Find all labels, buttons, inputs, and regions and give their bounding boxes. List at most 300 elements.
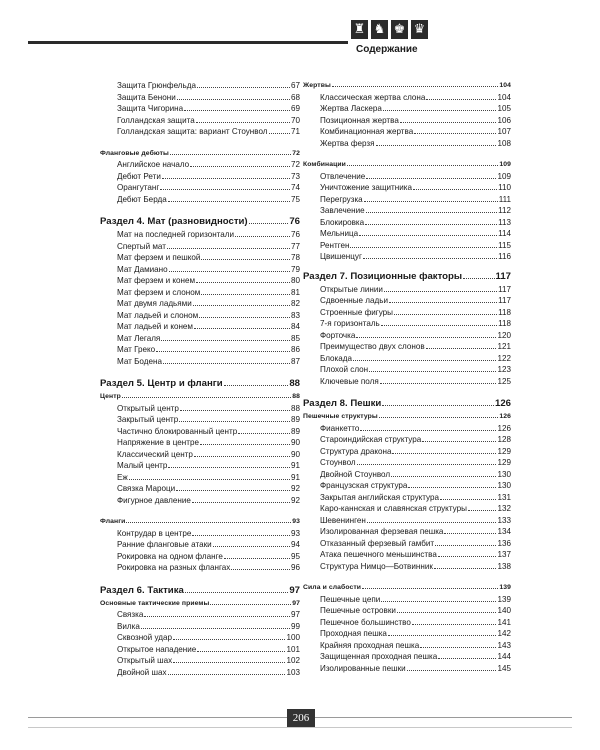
dot-leader <box>126 520 291 523</box>
dot-leader <box>426 346 497 349</box>
toc-entry[interactable] <box>303 115 511 127</box>
toc-right-column <box>303 80 511 674</box>
dot-leader <box>438 656 496 659</box>
toc-entry-title: Мельница <box>320 229 359 238</box>
toc-entry-title: Форточка <box>320 330 356 340</box>
dot-leader <box>440 497 496 500</box>
toc-entry[interactable] <box>303 182 511 194</box>
toc-page-number: 93 <box>292 518 300 525</box>
toc-entry[interactable] <box>100 275 300 287</box>
dot-leader <box>414 131 496 134</box>
dot-leader <box>420 645 496 648</box>
toc-entry[interactable] <box>303 469 511 481</box>
dot-leader <box>185 590 288 593</box>
dot-leader <box>356 335 496 338</box>
toc-page-number: 90 <box>290 438 300 447</box>
dot-leader <box>162 176 290 179</box>
dot-leader <box>192 500 290 503</box>
toc-entry[interactable] <box>303 92 511 104</box>
dot-leader <box>412 622 497 625</box>
toc-page-number: 94 <box>290 540 300 549</box>
toc-entry[interactable] <box>303 594 511 606</box>
toc-entry-title: Закрытая английская структура <box>320 492 440 502</box>
toc-entry-title: Открытый центр <box>117 403 179 413</box>
toc-entry-title: Каро-каннская и славянская структуры <box>320 504 467 513</box>
toc-entry-title: Дебют Берда <box>117 194 167 204</box>
toc-entry[interactable] <box>100 403 300 415</box>
toc-entry-title: Проходная пешка <box>320 629 387 638</box>
toc-entry-title: Фигурное давление <box>117 495 191 505</box>
toc-page-number: 106 <box>497 115 511 125</box>
toc-page-number: 100 <box>286 633 300 642</box>
dot-leader <box>184 108 290 111</box>
toc-entry[interactable] <box>303 376 511 388</box>
toc-page-number: 76 <box>290 230 300 239</box>
toc-subheading[interactable] <box>100 516 300 528</box>
dot-leader <box>210 602 291 605</box>
toc-page-number: 72 <box>292 149 300 157</box>
toc-page-number: 131 <box>497 492 511 502</box>
toc-page-number: 120 <box>497 330 511 340</box>
dot-leader <box>194 326 290 329</box>
toc-entry-title: Стоунвол <box>320 458 356 467</box>
toc-entry-title: Мат Греко <box>117 345 156 354</box>
toc-entry-title: Пешечные структуры <box>303 413 378 420</box>
toc-page-number: 109 <box>499 161 511 168</box>
header-rule <box>28 41 348 44</box>
toc-entry[interactable] <box>100 667 300 679</box>
toc-page-number: 102 <box>286 656 300 665</box>
toc-entry[interactable] <box>100 562 300 574</box>
toc-entry[interactable] <box>100 310 300 322</box>
toc-entry[interactable] <box>303 503 511 515</box>
dot-leader <box>389 300 497 303</box>
dot-leader <box>196 120 290 123</box>
toc-entry[interactable] <box>303 526 511 538</box>
dot-leader <box>168 465 290 468</box>
toc-entry-title: Двойной шах <box>117 667 167 677</box>
toc-entry-title: Мат двумя ладьями <box>117 299 192 308</box>
toc-section-heading[interactable] <box>100 215 300 229</box>
toc-entry-title: Фланговые дебюты <box>100 149 169 157</box>
toc-page-number: 105 <box>497 104 511 113</box>
toc-entry-title: Малый центр <box>117 461 168 470</box>
toc-entry[interactable] <box>100 426 300 438</box>
toc-entry[interactable] <box>100 264 300 276</box>
toc-entry[interactable] <box>100 344 300 356</box>
toc-entry[interactable] <box>303 538 511 550</box>
toc-entry[interactable] <box>100 621 300 633</box>
toc-entry[interactable] <box>303 103 511 115</box>
toc-entry[interactable] <box>303 194 511 206</box>
toc-entry-title: Пешечные цепи <box>320 594 381 604</box>
toc-entry-title: Мат на последней горизонтали <box>117 230 235 239</box>
toc-page-number: 81 <box>290 287 300 297</box>
toc-entry-title: Частично блокированный центр <box>117 426 238 436</box>
toc-entry-title: Орангутанг <box>117 183 160 192</box>
toc-entry[interactable] <box>303 138 511 150</box>
toc-entry-title: Сдвоенные ладьи <box>320 296 388 305</box>
running-header-title: Содержание <box>356 44 418 55</box>
toc-entry[interactable] <box>303 318 511 330</box>
toc-entry-title: Открытый шах <box>117 656 173 665</box>
toc-spacer <box>303 263 511 270</box>
toc-entry-title: Открытое нападение <box>117 644 197 654</box>
dot-leader <box>364 199 498 202</box>
dot-leader <box>163 361 290 364</box>
toc-page-number: 117 <box>498 284 511 294</box>
toc-entry[interactable] <box>303 480 511 492</box>
toc-entry-title: Дебют Рети <box>117 171 161 181</box>
dot-leader <box>196 280 290 283</box>
dot-leader <box>438 554 497 557</box>
toc-page-number: 111 <box>498 194 511 204</box>
toc-page-number: 96 <box>290 563 300 572</box>
toc-entry[interactable] <box>303 284 511 296</box>
toc-page-number: 73 <box>290 171 300 181</box>
toc-entry[interactable] <box>100 655 300 667</box>
king-icon: ♚ <box>391 20 408 39</box>
toc-entry[interactable] <box>303 295 511 307</box>
toc-entry-title: Защита Чигорина <box>117 104 184 113</box>
dot-leader <box>384 289 497 292</box>
toc-entry[interactable] <box>303 330 511 342</box>
toc-entry[interactable] <box>303 457 511 469</box>
toc-page-number: 126 <box>497 423 511 433</box>
toc-page-number: 114 <box>498 229 511 238</box>
toc-page-number: 71 <box>290 127 300 136</box>
toc-page-number: 85 <box>290 333 300 343</box>
toc-page-number: 129 <box>497 446 511 456</box>
toc-entry[interactable] <box>303 307 511 319</box>
toc-page-number: 139 <box>497 594 511 604</box>
dot-leader <box>426 97 496 100</box>
toc-entry[interactable] <box>303 353 511 365</box>
toc-entry[interactable] <box>303 240 511 252</box>
dot-leader <box>413 187 497 190</box>
toc-entry[interactable] <box>303 423 511 435</box>
toc-page-number: 140 <box>497 606 511 615</box>
toc-subheading[interactable] <box>303 80 511 92</box>
toc-entry-title: Напряжение в центре <box>117 438 199 447</box>
toc-subheading[interactable] <box>100 391 300 403</box>
dot-leader <box>224 383 289 386</box>
dot-leader <box>169 269 290 272</box>
toc-entry-title: Завлечение <box>320 206 365 215</box>
toc-entry[interactable] <box>100 460 300 472</box>
dot-leader <box>382 403 494 406</box>
toc-entry[interactable] <box>303 446 511 458</box>
toc-entry-title: Рокировка на разных флангах <box>117 563 231 572</box>
toc-page-number: 144 <box>497 652 511 661</box>
toc-page-number: 109 <box>497 171 511 181</box>
toc-entry-title: Защита Бенони <box>117 92 176 102</box>
toc-entry[interactable] <box>303 205 511 217</box>
dot-leader <box>179 419 290 422</box>
toc-page-number: 134 <box>497 527 511 536</box>
dot-leader <box>177 97 290 100</box>
toc-subheading[interactable] <box>100 148 300 160</box>
toc-entry[interactable] <box>100 356 300 368</box>
toc-entry[interactable] <box>100 333 300 345</box>
toc-entry[interactable] <box>100 472 300 484</box>
toc-entry[interactable] <box>100 252 300 264</box>
toc-entry-title: Голландская защита <box>117 115 195 125</box>
toc-entry[interactable] <box>303 364 511 376</box>
toc-left-column <box>100 80 300 678</box>
toc-page-number: 88 <box>289 378 300 389</box>
toc-entry-title: Мат Бодена <box>117 356 162 366</box>
toc-entry-title: Пешечные островки <box>320 606 396 615</box>
toc-entry-title: Отказанный ферзевый гамбит <box>320 538 435 548</box>
dot-leader <box>347 163 498 166</box>
toc-entry-title: Английское начало <box>117 160 190 169</box>
toc-entry[interactable] <box>100 92 300 104</box>
toc-page-number: 123 <box>497 365 511 374</box>
toc-entry-title: Раздел 4. Мат (разновидности) <box>100 216 248 227</box>
toc-page-number: 79 <box>290 264 300 274</box>
toc-page-number: 112 <box>498 206 511 215</box>
dot-leader <box>362 586 498 589</box>
toc-entry[interactable] <box>100 126 300 138</box>
toc-entry-title: Комбинации <box>303 161 346 168</box>
toc-entry[interactable] <box>303 228 511 240</box>
toc-page-number: 97 <box>289 584 300 596</box>
toc-entry[interactable] <box>100 449 300 461</box>
toc-section-heading[interactable] <box>303 270 511 284</box>
toc-page-number: 78 <box>290 253 300 262</box>
toc-entry[interactable] <box>100 159 300 171</box>
chess-pieces-header <box>351 20 428 39</box>
toc-entry[interactable] <box>100 287 300 299</box>
queen-icon: ♛ <box>411 20 428 39</box>
toc-entry-title: Открытые линии <box>320 284 383 294</box>
toc-entry[interactable] <box>303 617 511 629</box>
toc-entry[interactable] <box>303 561 511 573</box>
toc-entry[interactable] <box>100 539 300 551</box>
dot-leader <box>366 210 497 213</box>
toc-page-number: 89 <box>290 426 300 436</box>
dot-leader <box>144 614 290 617</box>
toc-entry[interactable] <box>303 251 511 263</box>
toc-entry-title: Жертвы <box>303 82 331 89</box>
toc-entry-title: Структура дракона <box>320 446 392 456</box>
toc-entry-title: Мат ферзем и слоном <box>117 287 201 297</box>
toc-page-number: 67 <box>290 81 300 90</box>
toc-page-number: 107 <box>497 127 511 136</box>
toc-entry[interactable] <box>303 628 511 640</box>
toc-page-number: 130 <box>497 481 511 490</box>
toc-subheading[interactable] <box>100 598 300 610</box>
toc-page-number: 68 <box>290 92 300 102</box>
toc-entry[interactable] <box>100 528 300 540</box>
toc-entry[interactable] <box>303 217 511 229</box>
toc-page-number: 89 <box>290 415 300 424</box>
toc-entry[interactable] <box>303 515 511 527</box>
dot-leader <box>369 369 496 372</box>
toc-entry[interactable] <box>303 126 511 138</box>
toc-entry[interactable] <box>100 483 300 495</box>
dot-leader <box>463 276 494 279</box>
toc-page-number: 84 <box>290 322 300 331</box>
toc-entry-title: Мат ладьей и конем <box>117 322 193 331</box>
dot-leader <box>360 428 496 431</box>
dot-leader <box>359 233 497 236</box>
toc-page-number: 97 <box>290 610 300 619</box>
toc-entry-title: Крайняя проходная пешка <box>320 640 420 650</box>
toc-page-number: 122 <box>497 353 511 363</box>
dot-leader <box>381 323 497 326</box>
toc-entry-title: Уничтожение защитника <box>320 183 412 192</box>
toc-entry[interactable] <box>303 434 511 446</box>
dot-leader <box>367 520 497 523</box>
toc-page-number: 104 <box>497 92 511 102</box>
toc-spacer <box>100 574 300 584</box>
toc-page-number: 121 <box>497 342 511 351</box>
toc-page-number: 92 <box>290 495 300 505</box>
toc-page-number: 95 <box>290 551 300 561</box>
dot-leader <box>388 633 497 636</box>
dot-leader <box>379 415 499 418</box>
toc-page-number: 93 <box>290 528 300 538</box>
toc-entry-title: Раздел 5. Центр и фланги <box>100 378 223 389</box>
toc-page-number: 72 <box>290 160 300 169</box>
dot-leader <box>235 234 290 237</box>
toc-spacer <box>100 205 300 215</box>
toc-entry[interactable] <box>100 103 300 115</box>
dot-leader <box>444 531 496 534</box>
dot-leader <box>435 543 496 546</box>
dot-leader <box>332 84 498 87</box>
toc-entry[interactable] <box>100 241 300 253</box>
toc-entry[interactable] <box>303 663 511 675</box>
toc-spacer <box>100 367 300 377</box>
toc-entry-title: Основные тактические приемы <box>100 599 210 607</box>
toc-page-number: 116 <box>498 252 511 261</box>
dot-leader <box>129 477 290 480</box>
toc-page-number: 115 <box>498 240 511 250</box>
toc-entry-title: Рентген <box>320 240 350 250</box>
dot-leader <box>168 199 290 202</box>
toc-entry[interactable] <box>100 321 300 333</box>
dot-leader <box>156 349 290 352</box>
dot-leader <box>365 222 497 225</box>
dot-leader <box>161 338 290 341</box>
dot-leader <box>180 408 290 411</box>
dot-leader <box>394 312 497 315</box>
toc-page-number: 101 <box>286 644 300 654</box>
toc-entry-title: Фланги <box>100 518 126 525</box>
toc-entry[interactable] <box>303 171 511 183</box>
dot-leader <box>350 245 497 248</box>
toc-entry-title: Вилка <box>117 621 140 631</box>
toc-entry[interactable] <box>100 194 300 206</box>
toc-spacer <box>100 506 300 516</box>
toc-spacer <box>303 387 511 397</box>
footer-bottom-rule <box>28 727 572 728</box>
dot-leader <box>224 556 290 559</box>
dot-leader <box>199 315 290 318</box>
toc-entry-title: Ранние фланговые атаки <box>117 540 212 549</box>
toc-entry[interactable] <box>100 115 300 127</box>
toc-section-heading[interactable] <box>303 397 511 411</box>
toc-entry[interactable] <box>100 80 300 92</box>
toc-entry-title: Спертый мат <box>117 241 166 251</box>
toc-entry-title: Блокада <box>320 353 352 363</box>
toc-page-number: 137 <box>497 550 511 559</box>
toc-entry-title: Защищенная проходная пешка <box>320 652 438 661</box>
dot-leader <box>170 152 291 155</box>
dot-leader <box>194 454 290 457</box>
toc-entry[interactable] <box>100 298 300 310</box>
toc-entry-title: Ключевые поля <box>320 376 379 386</box>
toc-entry-title: Позиционная жертва <box>320 115 399 125</box>
toc-subheading[interactable] <box>303 159 511 171</box>
toc-page-number: 103 <box>286 667 300 677</box>
dot-leader <box>193 303 290 306</box>
dot-leader <box>380 381 497 384</box>
toc-entry-title: Преимущество двух слонов <box>320 342 425 351</box>
toc-page-number: 132 <box>497 504 511 513</box>
toc-subheading[interactable] <box>303 411 511 423</box>
toc-entry[interactable] <box>100 609 300 621</box>
toc-entry-title: Отвлечение <box>320 171 366 181</box>
toc-entry[interactable] <box>100 495 300 507</box>
toc-section-heading[interactable] <box>100 377 300 391</box>
toc-entry[interactable] <box>303 640 511 652</box>
toc-section-heading[interactable] <box>100 584 300 598</box>
toc-entry[interactable] <box>303 492 511 504</box>
toc-entry-title: Раздел 8. Пешки <box>303 398 382 409</box>
dot-leader <box>363 256 497 259</box>
toc-page-number: 90 <box>290 449 300 459</box>
dot-leader <box>392 451 496 454</box>
toc-page-number: 91 <box>290 472 300 482</box>
toc-entry-title: Связка Мароци <box>117 484 176 493</box>
toc-page-number: 126 <box>499 413 511 420</box>
toc-entry-title: Центр <box>100 393 121 400</box>
toc-page-number: 88 <box>292 393 300 400</box>
toc-entry[interactable] <box>100 171 300 183</box>
toc-entry[interactable] <box>303 341 511 353</box>
toc-entry[interactable] <box>303 605 511 617</box>
toc-entry[interactable] <box>303 549 511 561</box>
toc-entry[interactable] <box>100 229 300 241</box>
toc-subheading[interactable] <box>303 582 511 594</box>
toc-page-number: 92 <box>290 484 300 493</box>
toc-page-number: 126 <box>494 398 511 409</box>
toc-entry[interactable] <box>303 651 511 663</box>
dot-leader <box>383 108 497 111</box>
dot-leader <box>249 221 289 224</box>
toc-entry[interactable] <box>100 414 300 426</box>
toc-entry[interactable] <box>100 551 300 563</box>
toc-page-number: 80 <box>290 276 300 285</box>
dot-leader <box>400 120 497 123</box>
toc-entry-title: Мат ладьей и слоном <box>117 310 199 320</box>
dot-leader <box>197 85 290 88</box>
toc-entry[interactable] <box>100 632 300 644</box>
toc-entry[interactable] <box>100 437 300 449</box>
toc-page-number: 104 <box>499 82 511 89</box>
toc-entry[interactable] <box>100 644 300 656</box>
toc-entry-title: Плохой слон <box>320 365 369 374</box>
dot-leader <box>397 610 497 613</box>
toc-entry-title: Комбинационная жертва <box>320 127 414 136</box>
toc-spacer <box>303 149 511 159</box>
dot-leader <box>213 544 290 547</box>
toc-entry[interactable] <box>100 182 300 194</box>
